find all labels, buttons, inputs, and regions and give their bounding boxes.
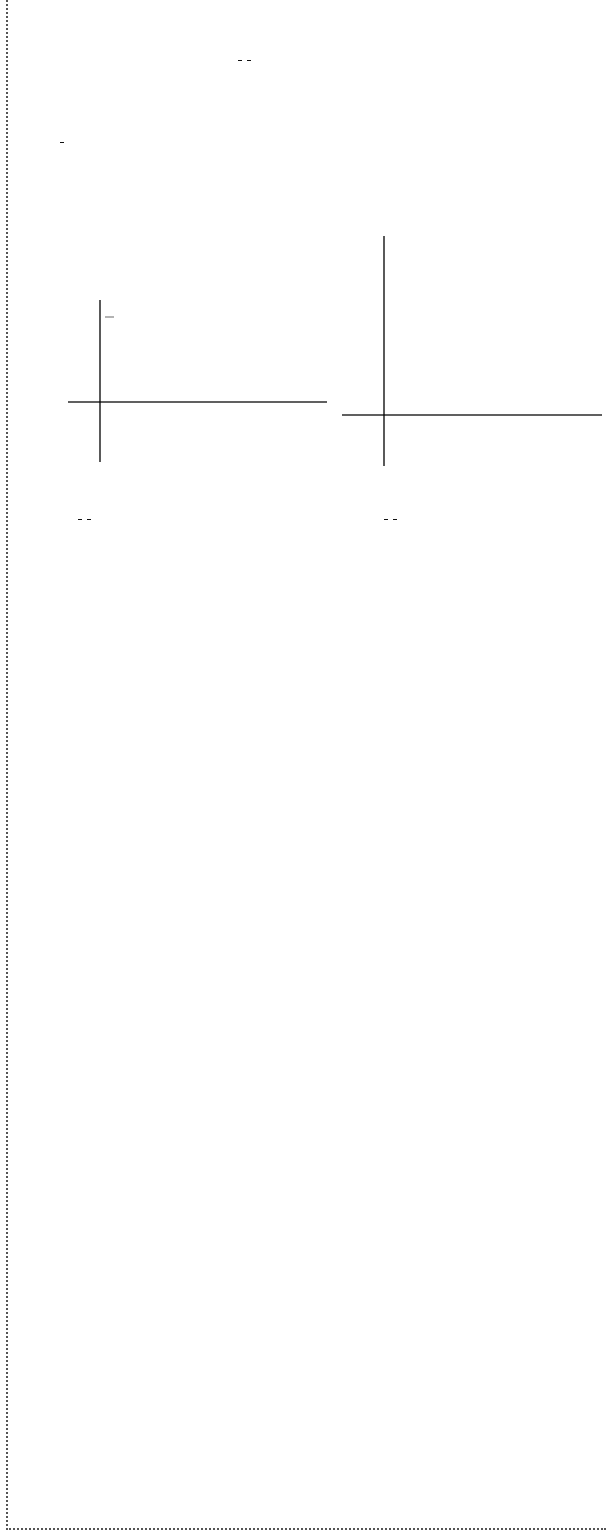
- eq-num: [238, 60, 242, 61]
- part-d: [30, 693, 600, 745]
- frac-num: [60, 142, 64, 143]
- part-a: [30, 130, 600, 210]
- figure-7-2-10-axes: [52, 290, 342, 470]
- part-g: [30, 1001, 600, 1131]
- figure-7-2-10-caption: [78, 483, 358, 531]
- figure-7-2-11-axes: [340, 230, 606, 470]
- main-equation: [238, 50, 251, 70]
- figure-7-2-11-caption: [384, 483, 600, 531]
- part-c: [30, 636, 600, 688]
- part-e: [30, 752, 600, 907]
- figure-7-2-12-plot: [30, 1190, 300, 1450]
- frac-num: [78, 519, 82, 520]
- half-num: [393, 519, 397, 520]
- part-b: [30, 579, 600, 631]
- part-f: [30, 915, 600, 995]
- half-num: [247, 60, 251, 61]
- half-num: [87, 519, 91, 520]
- frac-num: [384, 519, 388, 520]
